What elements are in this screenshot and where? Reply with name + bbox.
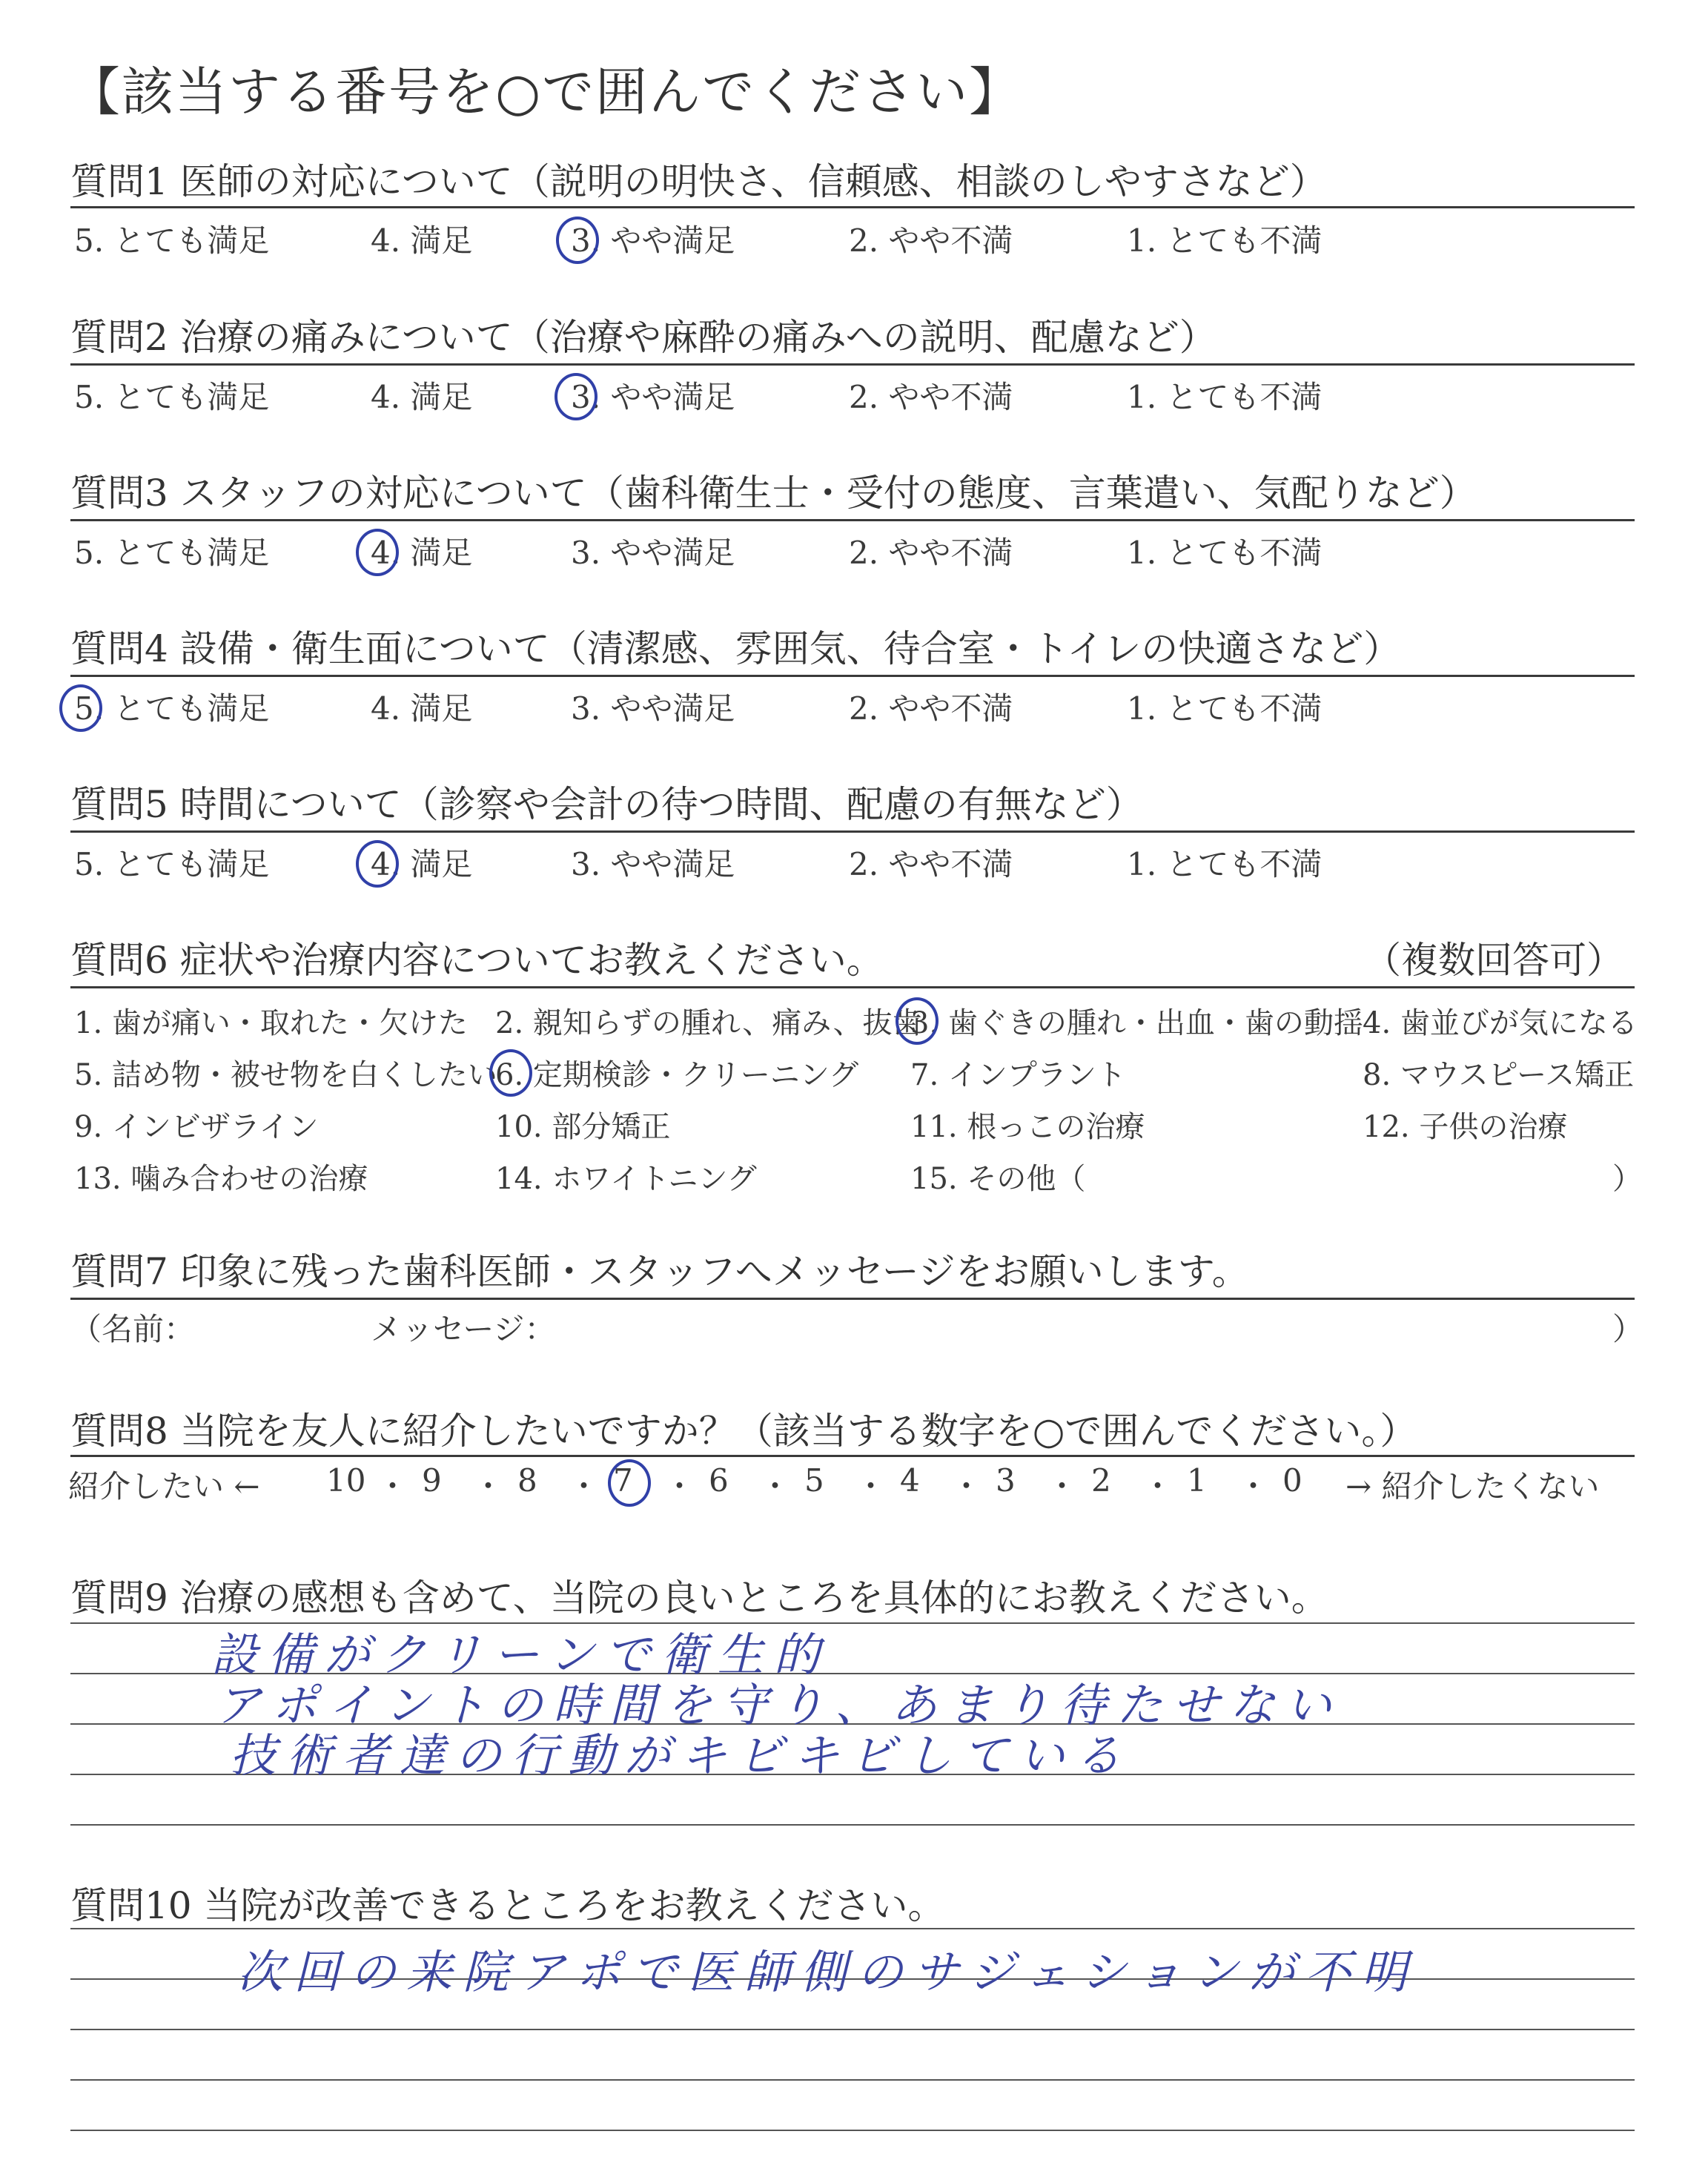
- q5-option-2[interactable]: 2. やや不満: [849, 846, 1013, 882]
- q8-rule: [70, 1455, 1635, 1457]
- q4-option-5[interactable]: 5. とても満足: [74, 690, 270, 727]
- q5-option-3[interactable]: 3. やや満足: [571, 846, 735, 882]
- q8-scale-separator: ・: [1142, 1468, 1174, 1505]
- q6-rule: [70, 986, 1635, 988]
- q8-selected-circle: [608, 1459, 651, 1507]
- q6-option-11[interactable]: 11. 根っこの治療: [910, 1110, 1145, 1144]
- q4-option-1[interactable]: 1. とても不満: [1127, 690, 1323, 727]
- q9-answer-3: 技術者達の行動がキビキビしている: [230, 1728, 1132, 1783]
- q8-scale-9[interactable]: 9: [422, 1462, 442, 1499]
- q8-scale-separator: ・: [855, 1468, 887, 1505]
- q6-option-5[interactable]: 5. 詰め物・被せ物を白くしたい: [74, 1058, 497, 1092]
- q7-rule: [70, 1298, 1635, 1300]
- q8-scale-separator: ・: [759, 1468, 791, 1505]
- q8-scale-separator: ・: [1237, 1468, 1269, 1505]
- q3-option-3[interactable]: 3. やや満足: [571, 535, 735, 571]
- q2-rule: [70, 363, 1635, 366]
- q8-scale-0[interactable]: 0: [1282, 1462, 1302, 1499]
- q2-option-1[interactable]: 1. とても不満: [1127, 379, 1323, 415]
- q2-option-4[interactable]: 4. 満足: [371, 379, 473, 415]
- q8-scale-6[interactable]: 6: [709, 1462, 729, 1499]
- q6-option-8[interactable]: 8. マウスピース矯正: [1363, 1058, 1635, 1092]
- q6-option-12[interactable]: 12. 子供の治療: [1363, 1110, 1568, 1144]
- q8-scale-8[interactable]: 8: [517, 1462, 537, 1499]
- q1-option-2[interactable]: 2. やや不満: [849, 222, 1013, 259]
- q2-label: 質問2 治療の痛みについて（治療や麻酔の痛みへの説明、配慮など）: [70, 316, 1217, 359]
- q1-option-3[interactable]: 3. やや満足: [571, 222, 735, 259]
- q10-label: 質問10 当院が改善できるところをお教えください。: [70, 1884, 945, 1927]
- q5-label: 質問5 時間について（診察や会計の待つ時間、配慮の有無など）: [70, 783, 1143, 826]
- q8-scale-separator: ・: [568, 1468, 600, 1505]
- q10-line-4: [70, 2079, 1635, 2081]
- q3-option-1[interactable]: 1. とても不満: [1127, 535, 1323, 571]
- q6-selected-circle-3: [896, 997, 939, 1045]
- q6-selected-circle-6: [489, 1049, 532, 1097]
- q7-label: 質問7 印象に残った歯科医師・スタッフへメッセージをお願いします。: [70, 1250, 1249, 1293]
- q4-option-4[interactable]: 4. 満足: [371, 690, 473, 727]
- q10-line-1: [70, 1928, 1635, 1929]
- q1-option-5[interactable]: 5. とても満足: [74, 222, 270, 259]
- q6-option-4[interactable]: 4. 歯並びが気になる: [1363, 1006, 1638, 1040]
- q4-option-2[interactable]: 2. やや不満: [849, 690, 1013, 727]
- q8-scale-7[interactable]: 7: [613, 1462, 633, 1499]
- q5-option-4[interactable]: 4. 満足: [371, 846, 473, 882]
- q9-answer-2: アポイントの時間を守り、あまり待たせない: [215, 1678, 1343, 1732]
- q9-answer-1: 設備がクリーンで衛生的: [211, 1628, 830, 1682]
- q6-other-close-paren: ）: [1612, 1162, 1642, 1196]
- q5-option-5[interactable]: 5. とても満足: [74, 846, 270, 882]
- q8-scale-1[interactable]: 1: [1187, 1462, 1207, 1499]
- q6-note: （複数回答可）: [1364, 939, 1623, 982]
- q8-left-label: 紹介したい ←: [68, 1468, 260, 1505]
- q6-option-14[interactable]: 14. ホワイトニング: [495, 1162, 757, 1196]
- q4-selected-circle: [59, 684, 102, 732]
- q4-rule: [70, 675, 1635, 677]
- q6-option-3[interactable]: 3. 歯ぐきの腫れ・出血・歯の動揺: [910, 1006, 1363, 1040]
- q8-scale-10[interactable]: 10: [326, 1462, 366, 1499]
- q10-line-5: [70, 2130, 1635, 2131]
- q6-option-9[interactable]: 9. インビザライン: [74, 1110, 319, 1144]
- q1-rule: [70, 206, 1635, 208]
- q3-option-5[interactable]: 5. とても満足: [74, 535, 270, 571]
- q6-option-6[interactable]: 6. 定期検診・クリーニング: [495, 1058, 859, 1092]
- q2-option-2[interactable]: 2. やや不満: [849, 379, 1013, 415]
- q8-right-label: → 紹介したくない: [1345, 1468, 1600, 1505]
- q1-option-1[interactable]: 1. とても不満: [1127, 222, 1323, 259]
- q2-option-3[interactable]: 3. やや満足: [571, 379, 735, 415]
- q6-option-13[interactable]: 13. 噛み合わせの治療: [74, 1162, 368, 1196]
- q9-line-5: [70, 1824, 1635, 1826]
- q3-selected-circle: [356, 529, 399, 576]
- q9-label: 質問9 治療の感想も含めて、当院の良いところを具体的にお教えください。: [70, 1576, 1328, 1619]
- q5-rule: [70, 830, 1635, 833]
- q10-line-3: [70, 2029, 1635, 2030]
- q8-scale-separator: ・: [950, 1468, 982, 1505]
- q4-label: 質問4 設備・衛生面について（清潔感、雰囲気、待合室・トイレの快適さなど）: [70, 627, 1401, 670]
- q8-scale-separator: ・: [472, 1468, 504, 1505]
- q8-scale-4[interactable]: 4: [900, 1462, 920, 1499]
- q3-option-4[interactable]: 4. 満足: [371, 535, 473, 571]
- q3-option-2[interactable]: 2. やや不満: [849, 535, 1013, 571]
- q5-option-1[interactable]: 1. とても不満: [1127, 846, 1323, 882]
- q6-option-7[interactable]: 7. インプラント: [910, 1058, 1126, 1092]
- q4-option-3[interactable]: 3. やや満足: [571, 690, 735, 727]
- q8-scale-separator: ・: [663, 1468, 695, 1505]
- q5-selected-circle: [356, 840, 399, 888]
- q8-scale-2[interactable]: 2: [1091, 1462, 1111, 1499]
- q8-scale-separator: ・: [377, 1468, 408, 1505]
- q1-option-4[interactable]: 4. 満足: [371, 222, 473, 259]
- form-title: 【該当する番号を○で囲んでください】: [68, 62, 1023, 122]
- q6-option-2[interactable]: 2. 親知らずの腫れ、痛み、抜歯: [495, 1006, 922, 1040]
- q7-message-label: メッセージ：: [371, 1311, 556, 1347]
- q8-scale-3[interactable]: 3: [996, 1462, 1016, 1499]
- q8-label: 質問8 当院を友人に紹介したいですか？（該当する数字を○で囲んでください。）: [70, 1410, 1417, 1453]
- q7-close-paren: ）: [1612, 1311, 1644, 1347]
- q10-answer-1: 次回の来院アポで医師側のサジェションが不明: [237, 1945, 1418, 1999]
- q2-selected-circle: [555, 373, 598, 420]
- q2-option-5[interactable]: 5. とても満足: [74, 379, 270, 415]
- q6-option-1[interactable]: 1. 歯が痛い・取れた・欠けた: [74, 1006, 468, 1040]
- q1-label: 質問1 医師の対応について（説明の明快さ、信頼感、相談のしやすさなど）: [70, 160, 1327, 203]
- q6-option-15[interactable]: 15. その他（: [910, 1162, 1086, 1196]
- q8-scale-separator: ・: [1046, 1468, 1078, 1505]
- q7-name-label: （名前：: [70, 1311, 196, 1347]
- q6-label: 質問6 症状や治療内容についてお教えください。: [70, 939, 884, 982]
- q1-selected-circle: [556, 217, 599, 264]
- q8-scale-5[interactable]: 5: [804, 1462, 824, 1499]
- q3-rule: [70, 519, 1635, 521]
- q3-label: 質問3 スタッフの対応について（歯科衛生士・受付の態度、言葉遣い、気配りなど）: [70, 472, 1477, 515]
- q6-option-10[interactable]: 10. 部分矯正: [495, 1110, 671, 1144]
